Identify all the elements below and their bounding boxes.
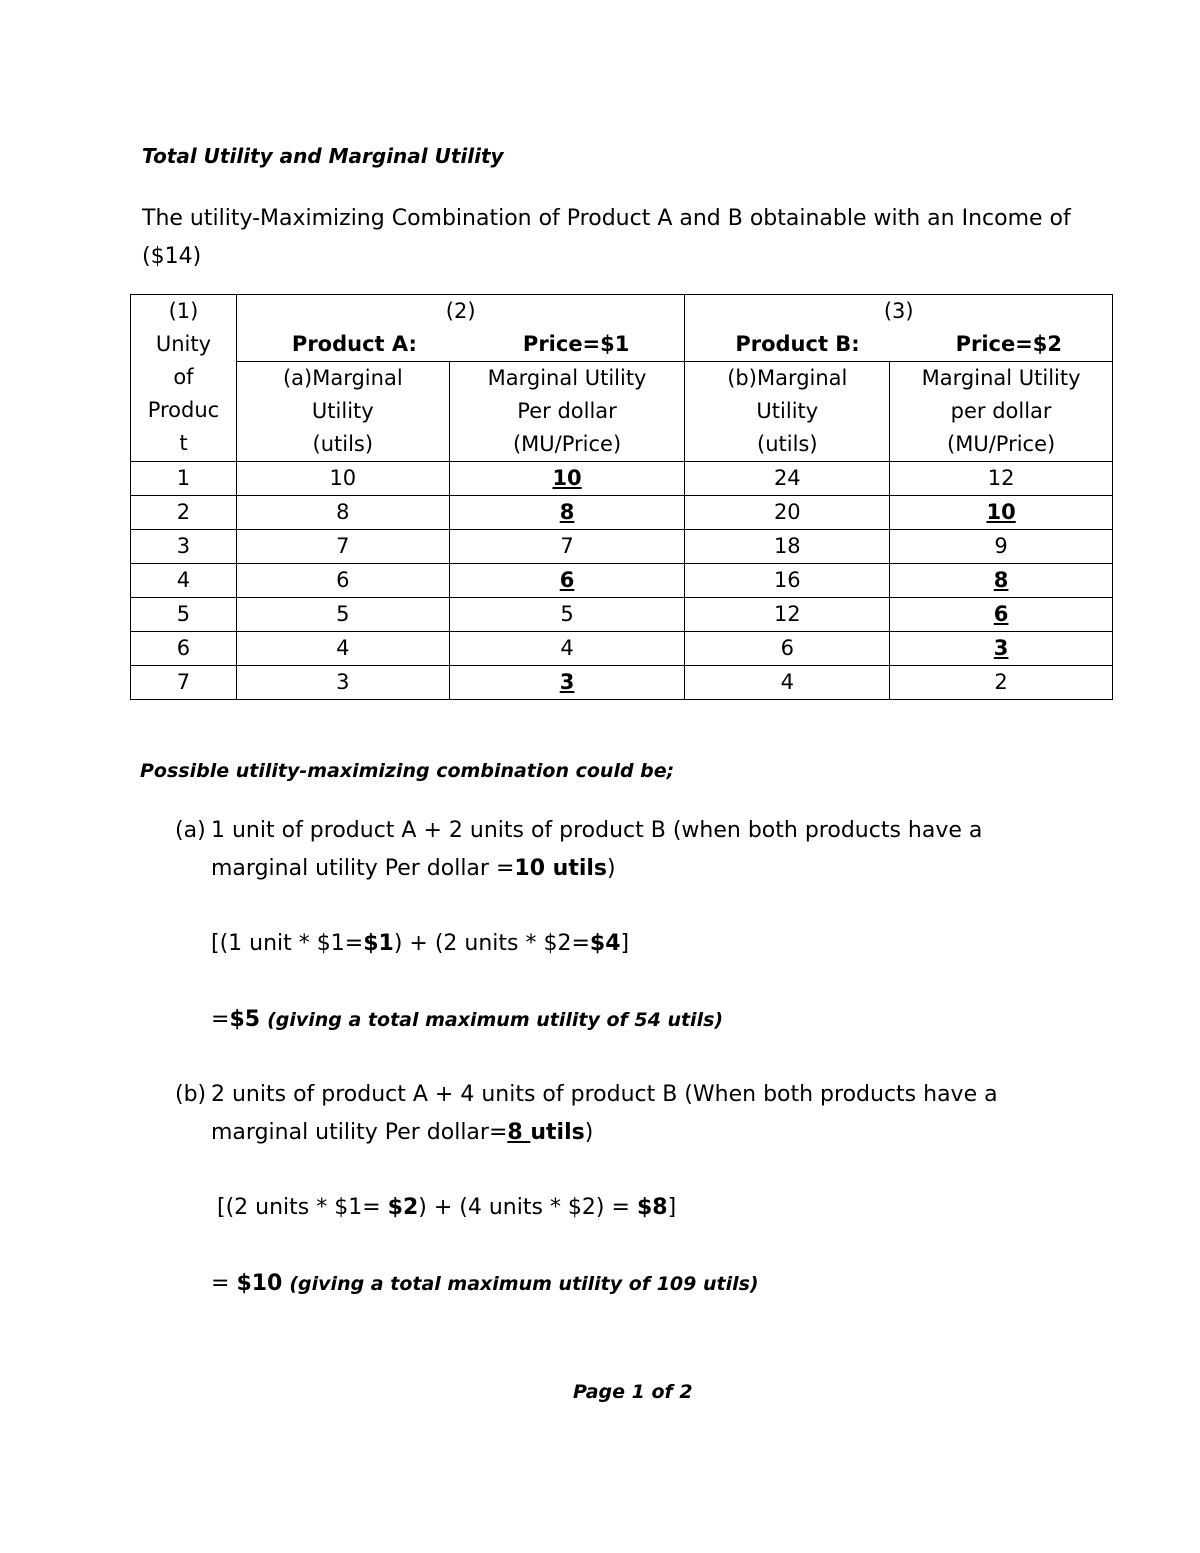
table-cell-unit [131, 462, 237, 496]
table-cell-mupdB [890, 598, 1113, 632]
header-line: Per dollar [517, 399, 617, 423]
total-value: $5 [229, 1007, 261, 1032]
table-cell-mupdB [890, 530, 1113, 564]
cell-value: 9 [994, 534, 1008, 558]
cell-value: 1 [176, 466, 191, 490]
table-cell-unit [131, 666, 237, 700]
marginal-utility-table [130, 294, 1113, 700]
mu-a-header [236, 362, 449, 462]
col2-header [236, 295, 684, 362]
option-a-line2 [211, 850, 616, 888]
table-cell-unit [131, 598, 237, 632]
option-b-line2 [211, 1114, 593, 1152]
calc-text: ) + (4 units * $2) = [418, 1195, 637, 1220]
calc-text: ] [667, 1195, 677, 1220]
calc-text: [(1 unit * $1= [211, 931, 364, 956]
calc-value: $4 [589, 931, 621, 956]
cell-value: 2 [176, 500, 191, 524]
header-line: (MU/Price) [947, 432, 1056, 456]
header-line: (utils) [757, 432, 818, 456]
table-header-row-1 [131, 295, 1113, 362]
price-b-label: Price=$2 [955, 332, 1063, 356]
option-a-line2-text: marginal utility Per dollar = [211, 856, 515, 881]
table-row [131, 530, 1113, 564]
table-cell-unit [131, 530, 237, 564]
cell-value: 6 [780, 636, 794, 660]
header-line: Marginal Utility [921, 366, 1081, 390]
cell-value: 3 [993, 636, 1009, 660]
table-row [131, 462, 1113, 496]
col1-label-line: t [179, 431, 188, 455]
header-line: (MU/Price) [512, 432, 622, 456]
table-cell-mupdA [449, 564, 685, 598]
table-cell-muA [236, 666, 449, 700]
table-cell-muB [685, 564, 890, 598]
page-title: Total Utility and Marginal Utility [142, 144, 504, 168]
cell-value: 5 [176, 602, 191, 626]
col1-label-line: Produc [147, 398, 220, 422]
cell-value: 12 [987, 466, 1015, 490]
table-cell-mupdB [890, 496, 1113, 530]
option-b-calculation [217, 1189, 676, 1227]
header-line: Utility [311, 399, 374, 423]
total-note: (giving a total maximum utility of 109 utils) [289, 1273, 759, 1295]
cell-value: 18 [773, 534, 801, 558]
cell-value: 4 [176, 568, 191, 592]
option-b-label: (b) [175, 1082, 207, 1107]
table-cell-muB [685, 598, 890, 632]
table-cell-muA [236, 564, 449, 598]
table-cell-muB [685, 462, 890, 496]
table-cell-mupdA [449, 666, 685, 700]
table-cell-muB [685, 530, 890, 564]
header-line: (b)Marginal [727, 366, 848, 390]
table-cell-mupdA [449, 462, 685, 496]
option-b-total [211, 1265, 759, 1303]
mu-b-header [685, 362, 890, 462]
col1-label-line: Unity [155, 332, 212, 356]
header-line: Marginal Utility [487, 366, 647, 390]
cell-value: 10 [552, 466, 582, 490]
table-cell-muB [685, 496, 890, 530]
mupd-a-header [449, 362, 685, 462]
option-a-total [211, 1001, 723, 1039]
cell-value: 4 [560, 636, 574, 660]
cell-value: 24 [773, 466, 801, 490]
calc-value: $1 [363, 931, 394, 956]
cell-value: 3 [176, 534, 191, 558]
option-b-line2-text: marginal utility Per dollar= [211, 1120, 508, 1145]
col2-number: (2) [445, 299, 476, 323]
table-row [131, 496, 1113, 530]
calc-text: ] [620, 931, 630, 956]
table-header-row-2 [131, 362, 1113, 462]
table-row [131, 598, 1113, 632]
calc-value: $2 [387, 1195, 419, 1220]
table-cell-muA [236, 530, 449, 564]
cell-value: 20 [773, 500, 801, 524]
table-body [131, 462, 1113, 700]
cell-value: 4 [780, 670, 794, 694]
col1-header [131, 295, 237, 462]
option-a-calculation [211, 925, 629, 963]
cell-value: 3 [336, 670, 350, 694]
table-cell-unit [131, 564, 237, 598]
mupd-b-header [890, 362, 1113, 462]
header-line: per dollar [950, 399, 1052, 423]
product-a-label: Product A: [291, 332, 417, 356]
table-cell-mupdB [890, 564, 1113, 598]
total-value: $10 [236, 1271, 283, 1296]
option-a-label: (a) [175, 818, 206, 843]
table-row [131, 632, 1113, 666]
table-cell-unit [131, 632, 237, 666]
page-subtitle: The utility-Maximizing Combination of Product A and B obtainable with an Income of ($14) [142, 206, 1071, 269]
option-b-line1: 2 units of product A + 4 units of product B (When both products have a [211, 1082, 998, 1107]
table-cell-muB [685, 666, 890, 700]
option-a-line1: 1 unit of product A + 2 units of product B (when both products have a [211, 818, 983, 843]
option-b-utils: utils [530, 1120, 585, 1145]
header-line: (a)Marginal [282, 366, 403, 390]
total-text: = [211, 1007, 230, 1032]
header-line: Utility [756, 399, 819, 423]
cell-value: 7 [176, 670, 191, 694]
combination-heading: Possible utility-maximizing combination could be; [140, 760, 675, 782]
cell-value: 2 [994, 670, 1008, 694]
option-b-utils-value: 8 [507, 1120, 531, 1145]
cell-value: 7 [336, 534, 350, 558]
cell-value: 16 [773, 568, 801, 592]
col3-number: (3) [883, 299, 914, 323]
cell-value: 3 [559, 670, 575, 694]
header-line: (utils) [312, 432, 374, 456]
table-cell-mupdB [890, 632, 1113, 666]
cell-value: 12 [773, 602, 801, 626]
cell-value: 10 [329, 466, 357, 490]
cell-value: 8 [336, 500, 350, 524]
cell-value: 6 [176, 636, 191, 660]
total-note: (giving a total maximum utility of 54 utils) [267, 1009, 724, 1031]
cell-value: 10 [986, 500, 1016, 524]
product-b-label: Product B: [735, 332, 860, 356]
table-cell-mupdB [890, 462, 1113, 496]
calc-text: ) + (2 units * $2= [393, 931, 590, 956]
total-text: = [211, 1271, 237, 1296]
table-cell-mupdA [449, 632, 685, 666]
option-a-utils: 10 utils [514, 856, 608, 881]
page-footer: Page 1 of 2 [573, 1381, 693, 1403]
col3-header [685, 295, 1113, 362]
cell-value: 6 [336, 568, 350, 592]
calc-value: $8 [636, 1195, 668, 1220]
table-row [131, 564, 1113, 598]
table-cell-mupdA [449, 496, 685, 530]
table-cell-muB [685, 632, 890, 666]
col1-label-line: of [173, 365, 194, 389]
table-cell-mupdA [449, 530, 685, 564]
cell-value: 4 [336, 636, 350, 660]
option-b-line2-close: ) [584, 1120, 594, 1145]
cell-value: 6 [559, 568, 575, 592]
calc-text: [(2 units * $1= [217, 1195, 388, 1220]
col1-number: (1) [168, 299, 199, 323]
cell-value: 7 [560, 534, 574, 558]
cell-value: 5 [560, 602, 574, 626]
table-cell-mupdA [449, 598, 685, 632]
table-cell-muA [236, 496, 449, 530]
table-cell-muA [236, 632, 449, 666]
cell-value: 8 [559, 500, 575, 524]
cell-value: 8 [993, 568, 1009, 592]
cell-value: 5 [336, 602, 350, 626]
table-cell-mupdB [890, 666, 1113, 700]
table-cell-muA [236, 598, 449, 632]
cell-value: 6 [993, 602, 1009, 626]
table-cell-unit [131, 496, 237, 530]
table-cell-muA [236, 462, 449, 496]
price-a-label: Price=$1 [522, 332, 630, 356]
option-a-line2-close: ) [607, 856, 616, 881]
table-row [131, 666, 1113, 700]
